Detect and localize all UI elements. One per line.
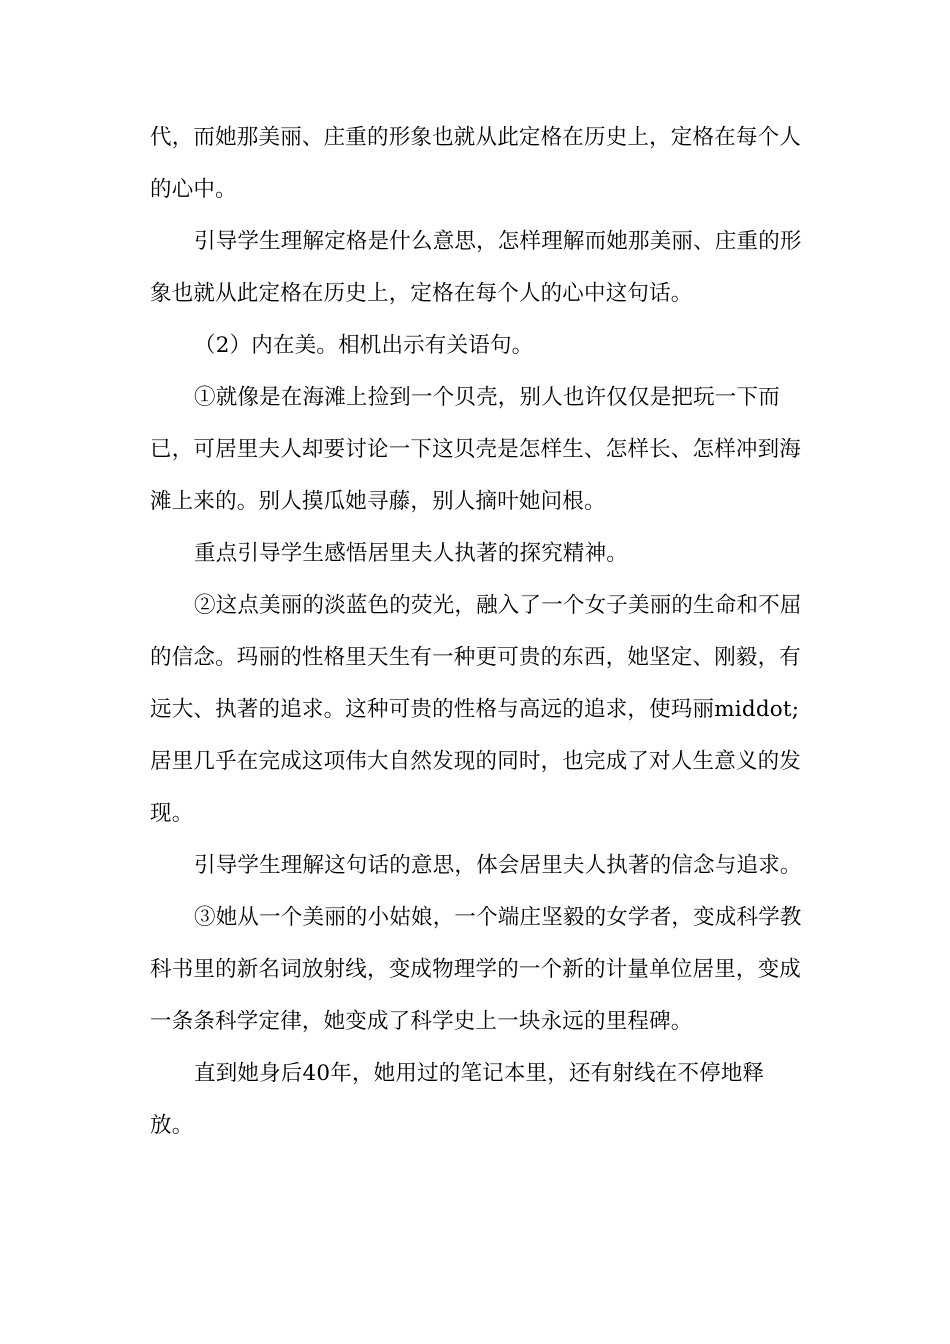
document-body <box>150 112 802 1152</box>
paragraph-closing: 直到她身后40年，她用过的笔记本里，还有射线在不停地释放。 <box>150 1061 765 1138</box>
paragraph-guide-belief: 引导学生理解这句话的意思，体会居里夫人执著的信念与追求。 <box>194 853 802 878</box>
paragraph-quote-1: ①就像是在海滩上捡到一个贝壳，别人也许仅仅是把玩一下而已，可居里夫人却要讨论一下这贝壳是怎样生、怎样长、怎样冲到海滩上来的。别人摸瓜她寻藤，别人摘叶她问根。 <box>150 385 802 514</box>
paragraph-guide-exploration: 重点引导学生感悟居里夫人执著的探究精神。 <box>194 541 629 566</box>
paragraph-quote-2: ②这点美丽的淡蓝色的荧光，融入了一个女子美丽的生命和不屈的信念。玛丽的性格里天生有一种更可贵的东西，她坚定、刚毅，有远大、执著的追求。这种可贵的性格与高远的追求，使玛丽middot;居里几乎在完成这项伟大自然发现的同时，也完成了对人生意义的发现。 <box>150 593 802 826</box>
paragraph-guide-definition: 引导学生理解定格是什么意思，怎样理解而她那美丽、庄重的形象也就从此定格在历史上，定格在每个人的心中这句话。 <box>150 229 802 306</box>
paragraph-inner-beauty-heading: （2）内在美。相机出示有关语句。 <box>194 333 534 358</box>
paragraph-quote-3: ③她从一个美丽的小姑娘，一个端庄坚毅的女学者，变成科学教科书里的新名词放射线，变成物理学的一个新的计量单位居里，变成一条条科学定律，她变成了科学史上一块永远的里程碑。 <box>150 905 802 1034</box>
paragraph-continuation: 代，而她那美丽、庄重的形象也就从此定格在历史上，定格在每个人的心中。 <box>150 125 802 202</box>
